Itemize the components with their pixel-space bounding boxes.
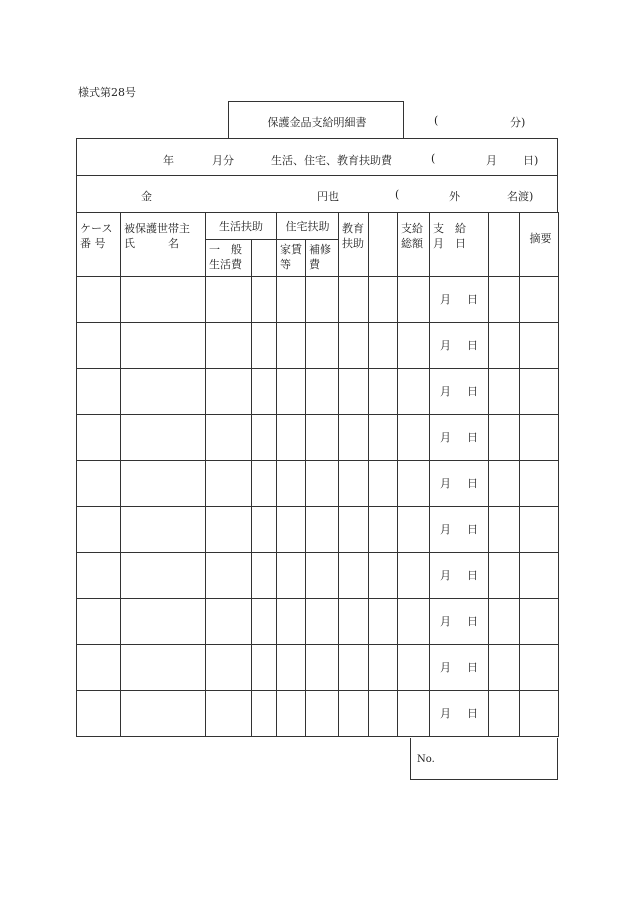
table-row [77,645,559,691]
table-cell[interactable] [369,507,398,553]
table-cell[interactable] [369,415,398,461]
outside-label: 外 [449,190,460,203]
month-part-label: 月分 [212,154,234,167]
table-row [77,369,559,415]
table-row [77,553,559,599]
education-aid-line2: 扶助 [342,237,364,250]
table-cell[interactable] [398,553,430,599]
table-cell[interactable] [77,553,121,599]
period-row [76,138,558,176]
table-cell[interactable] [306,323,339,369]
table-cell[interactable] [520,553,559,599]
pay-date-cell[interactable] [430,645,489,691]
pay-date-line2: 月 日 [433,237,466,250]
table-cell[interactable] [306,277,339,323]
table-cell[interactable] [121,323,206,369]
day-label: 日) [523,154,539,167]
table-cell[interactable] [520,645,559,691]
date-open: ( [431,152,436,165]
pay-day-label: 日 [467,523,478,536]
table-cell[interactable] [520,599,559,645]
persons-label: 名渡) [507,190,534,203]
amount-prefix: 金 [141,190,152,203]
table-cell[interactable] [206,277,252,323]
table-cell[interactable] [121,553,206,599]
table-cell[interactable] [252,599,277,645]
housing-aid-label: 住宅扶助 [285,219,330,233]
table-cell[interactable] [277,507,306,553]
table-cell[interactable] [206,553,252,599]
table-cell[interactable] [121,645,206,691]
aid-description: 生活、住宅、教育扶助費 [271,154,392,167]
table-cell[interactable] [206,461,252,507]
table-cell[interactable] [121,599,206,645]
table-cell[interactable] [369,461,398,507]
table-cell[interactable] [306,415,339,461]
pay-date-cell[interactable] [430,599,489,645]
table-cell[interactable] [520,277,559,323]
table-cell[interactable] [252,415,277,461]
table-row [77,323,559,369]
table-cell[interactable] [77,277,121,323]
table-cell[interactable] [398,277,430,323]
table-cell[interactable] [277,553,306,599]
pay-month-label: 月 [440,569,451,582]
table-cell[interactable] [339,645,369,691]
table-cell[interactable] [306,507,339,553]
household-name-header-line2: 氏 名 [124,237,179,250]
table-cell[interactable] [206,415,252,461]
table-cell[interactable] [306,599,339,645]
title-period-suffix: 分) [510,116,526,129]
table-cell[interactable] [489,323,520,369]
table-cell[interactable] [121,369,206,415]
pay-month-label: 月 [440,431,451,444]
table-cell[interactable] [277,645,306,691]
table-cell[interactable] [489,277,520,323]
table-cell[interactable] [121,691,206,737]
pay-date-cell[interactable] [430,691,489,737]
case-number-header [77,213,121,277]
table-cell[interactable] [77,599,121,645]
table-cell[interactable] [520,323,559,369]
table-cell[interactable] [121,461,206,507]
table-cell[interactable] [398,599,430,645]
pay-date-cell[interactable] [430,277,489,323]
table-cell[interactable] [339,461,369,507]
table-row [77,691,559,737]
table-cell[interactable] [277,277,306,323]
pay-day-label: 日 [467,385,478,398]
education-aid-line1: 教育 [342,222,364,235]
table-cell[interactable] [520,415,559,461]
table-cell[interactable] [398,415,430,461]
rent-line2: 等 [280,258,291,271]
pay-month-label: 月 [440,293,451,306]
table-cell[interactable] [277,599,306,645]
table-cell[interactable] [206,645,252,691]
table-cell[interactable] [252,369,277,415]
general-living-line1: 一 般 [209,243,242,256]
table-cell[interactable] [77,415,121,461]
table-cell[interactable] [489,369,520,415]
table-cell[interactable] [77,369,121,415]
table-cell[interactable] [306,461,339,507]
pay-date-cell[interactable] [430,323,489,369]
table-row [77,461,559,507]
title-period-open: ( [434,114,439,127]
table-cell[interactable] [339,599,369,645]
household-name-header [121,213,206,277]
household-name-header-line1: 被保護世帯主 [124,222,190,235]
table-row [77,507,559,553]
pay-day-label: 日 [467,293,478,306]
table-cell[interactable] [306,369,339,415]
total-amount-header [398,213,430,277]
table-cell[interactable] [206,507,252,553]
table-cell[interactable] [369,691,398,737]
table-cell[interactable] [277,461,306,507]
pay-date-cell[interactable] [430,369,489,415]
table-cell[interactable] [252,323,277,369]
table-cell[interactable] [489,553,520,599]
table-cell[interactable] [206,691,252,737]
blank-header-cell [369,213,398,277]
table-cell[interactable] [121,507,206,553]
table-cell[interactable] [206,599,252,645]
title-box [228,101,404,139]
table-cell[interactable] [206,369,252,415]
form-number: 様式第28号 [78,86,136,99]
table-cell[interactable] [489,691,520,737]
pay-date-line1: 支 給 [433,222,466,235]
table-cell[interactable] [369,599,398,645]
table-cell[interactable] [252,553,277,599]
pay-day-label: 日 [467,615,478,628]
pay-month-label: 月 [440,707,451,720]
table-cell[interactable] [398,645,430,691]
table-cell[interactable] [489,599,520,645]
case-number-header-line2: 番 号 [80,237,106,250]
table-row [77,277,559,323]
table-cell[interactable] [339,323,369,369]
table-cell[interactable] [277,369,306,415]
table-cell[interactable] [339,369,369,415]
table-cell[interactable] [398,461,430,507]
pay-day-label: 日 [467,339,478,352]
table-cell[interactable] [520,507,559,553]
table-cell[interactable] [398,369,430,415]
table-cell[interactable] [252,277,277,323]
payment-detail-table [76,212,559,737]
table-cell[interactable] [489,645,520,691]
table-cell[interactable] [520,691,559,737]
pay-month-label: 月 [440,661,451,674]
month-label: 月 [486,154,497,167]
table-cell[interactable] [77,507,121,553]
table-row [77,599,559,645]
table-cell[interactable] [339,415,369,461]
remarks-label: 摘要 [529,232,552,245]
pay-month-label: 月 [440,339,451,352]
table-row [77,415,559,461]
table-cell[interactable] [369,277,398,323]
document-title: 保護金品支給明細書 [267,116,367,129]
pay-date-header [430,213,489,277]
table-cell[interactable] [489,415,520,461]
education-aid-header [339,213,369,277]
repair-line1: 補修 [309,243,331,256]
number-label: No. [417,754,435,765]
table-cell[interactable] [77,461,121,507]
total-amount-line2: 総額 [401,237,423,250]
table-cell[interactable] [369,553,398,599]
general-living-line2: 生活費 [209,258,242,271]
table-cell[interactable] [398,691,430,737]
table-cell[interactable] [277,691,306,737]
pay-day-label: 日 [467,477,478,490]
table-cell[interactable] [252,645,277,691]
remarks-header [520,213,559,277]
table-cell[interactable] [121,277,206,323]
amount-row [76,175,558,213]
pay-date-cell[interactable] [430,461,489,507]
table-cell[interactable] [489,507,520,553]
table-cell[interactable] [398,323,430,369]
pay-day-label: 日 [467,661,478,674]
pay-date-cell[interactable] [430,415,489,461]
living-aid-header [206,213,277,240]
table-cell[interactable] [339,277,369,323]
year-label: 年 [163,154,174,167]
table-cell[interactable] [306,691,339,737]
general-living-header [206,240,252,277]
table-cell[interactable] [339,507,369,553]
table-cell[interactable] [277,323,306,369]
pay-month-label: 月 [440,615,451,628]
pay-day-label: 日 [467,569,478,582]
table-cell[interactable] [252,461,277,507]
table-cell[interactable] [77,645,121,691]
pay-day-label: 日 [467,431,478,444]
table-cell[interactable] [520,369,559,415]
rent-line1: 家賃 [280,243,302,256]
table-cell[interactable] [77,691,121,737]
blank-header-cell-2 [489,213,520,277]
header-row-1 [77,213,559,240]
repair-line2: 費 [309,258,320,271]
yen-label: 円也 [317,190,339,203]
table-cell[interactable] [277,415,306,461]
persons-open: ( [395,188,400,201]
total-amount-line1: 支給 [401,222,423,235]
living-aid-label: 生活扶助 [219,219,263,233]
table-cell[interactable] [369,369,398,415]
table-cell[interactable] [339,691,369,737]
pay-date-cell[interactable] [430,507,489,553]
table-cell[interactable] [306,645,339,691]
table-cell[interactable] [306,553,339,599]
table-cell[interactable] [339,553,369,599]
table-cell[interactable] [369,645,398,691]
table-cell[interactable] [77,323,121,369]
table-cell[interactable] [252,507,277,553]
rent-header [277,240,306,277]
case-number-header-line1: ケース [80,222,113,235]
pay-month-label: 月 [440,523,451,536]
table-cell[interactable] [398,507,430,553]
table-cell[interactable] [369,323,398,369]
table-cell[interactable] [206,323,252,369]
pay-month-label: 月 [440,385,451,398]
repair-header [306,240,339,277]
table-cell[interactable] [520,461,559,507]
data-rows [77,277,559,737]
pay-month-label: 月 [440,477,451,490]
table-cell[interactable] [489,461,520,507]
table-cell[interactable] [121,415,206,461]
housing-aid-header [277,213,339,240]
number-box [410,738,558,780]
pay-date-cell[interactable] [430,553,489,599]
blank-living-subheader [252,240,277,277]
pay-day-label: 日 [467,707,478,720]
table-cell[interactable] [252,691,277,737]
